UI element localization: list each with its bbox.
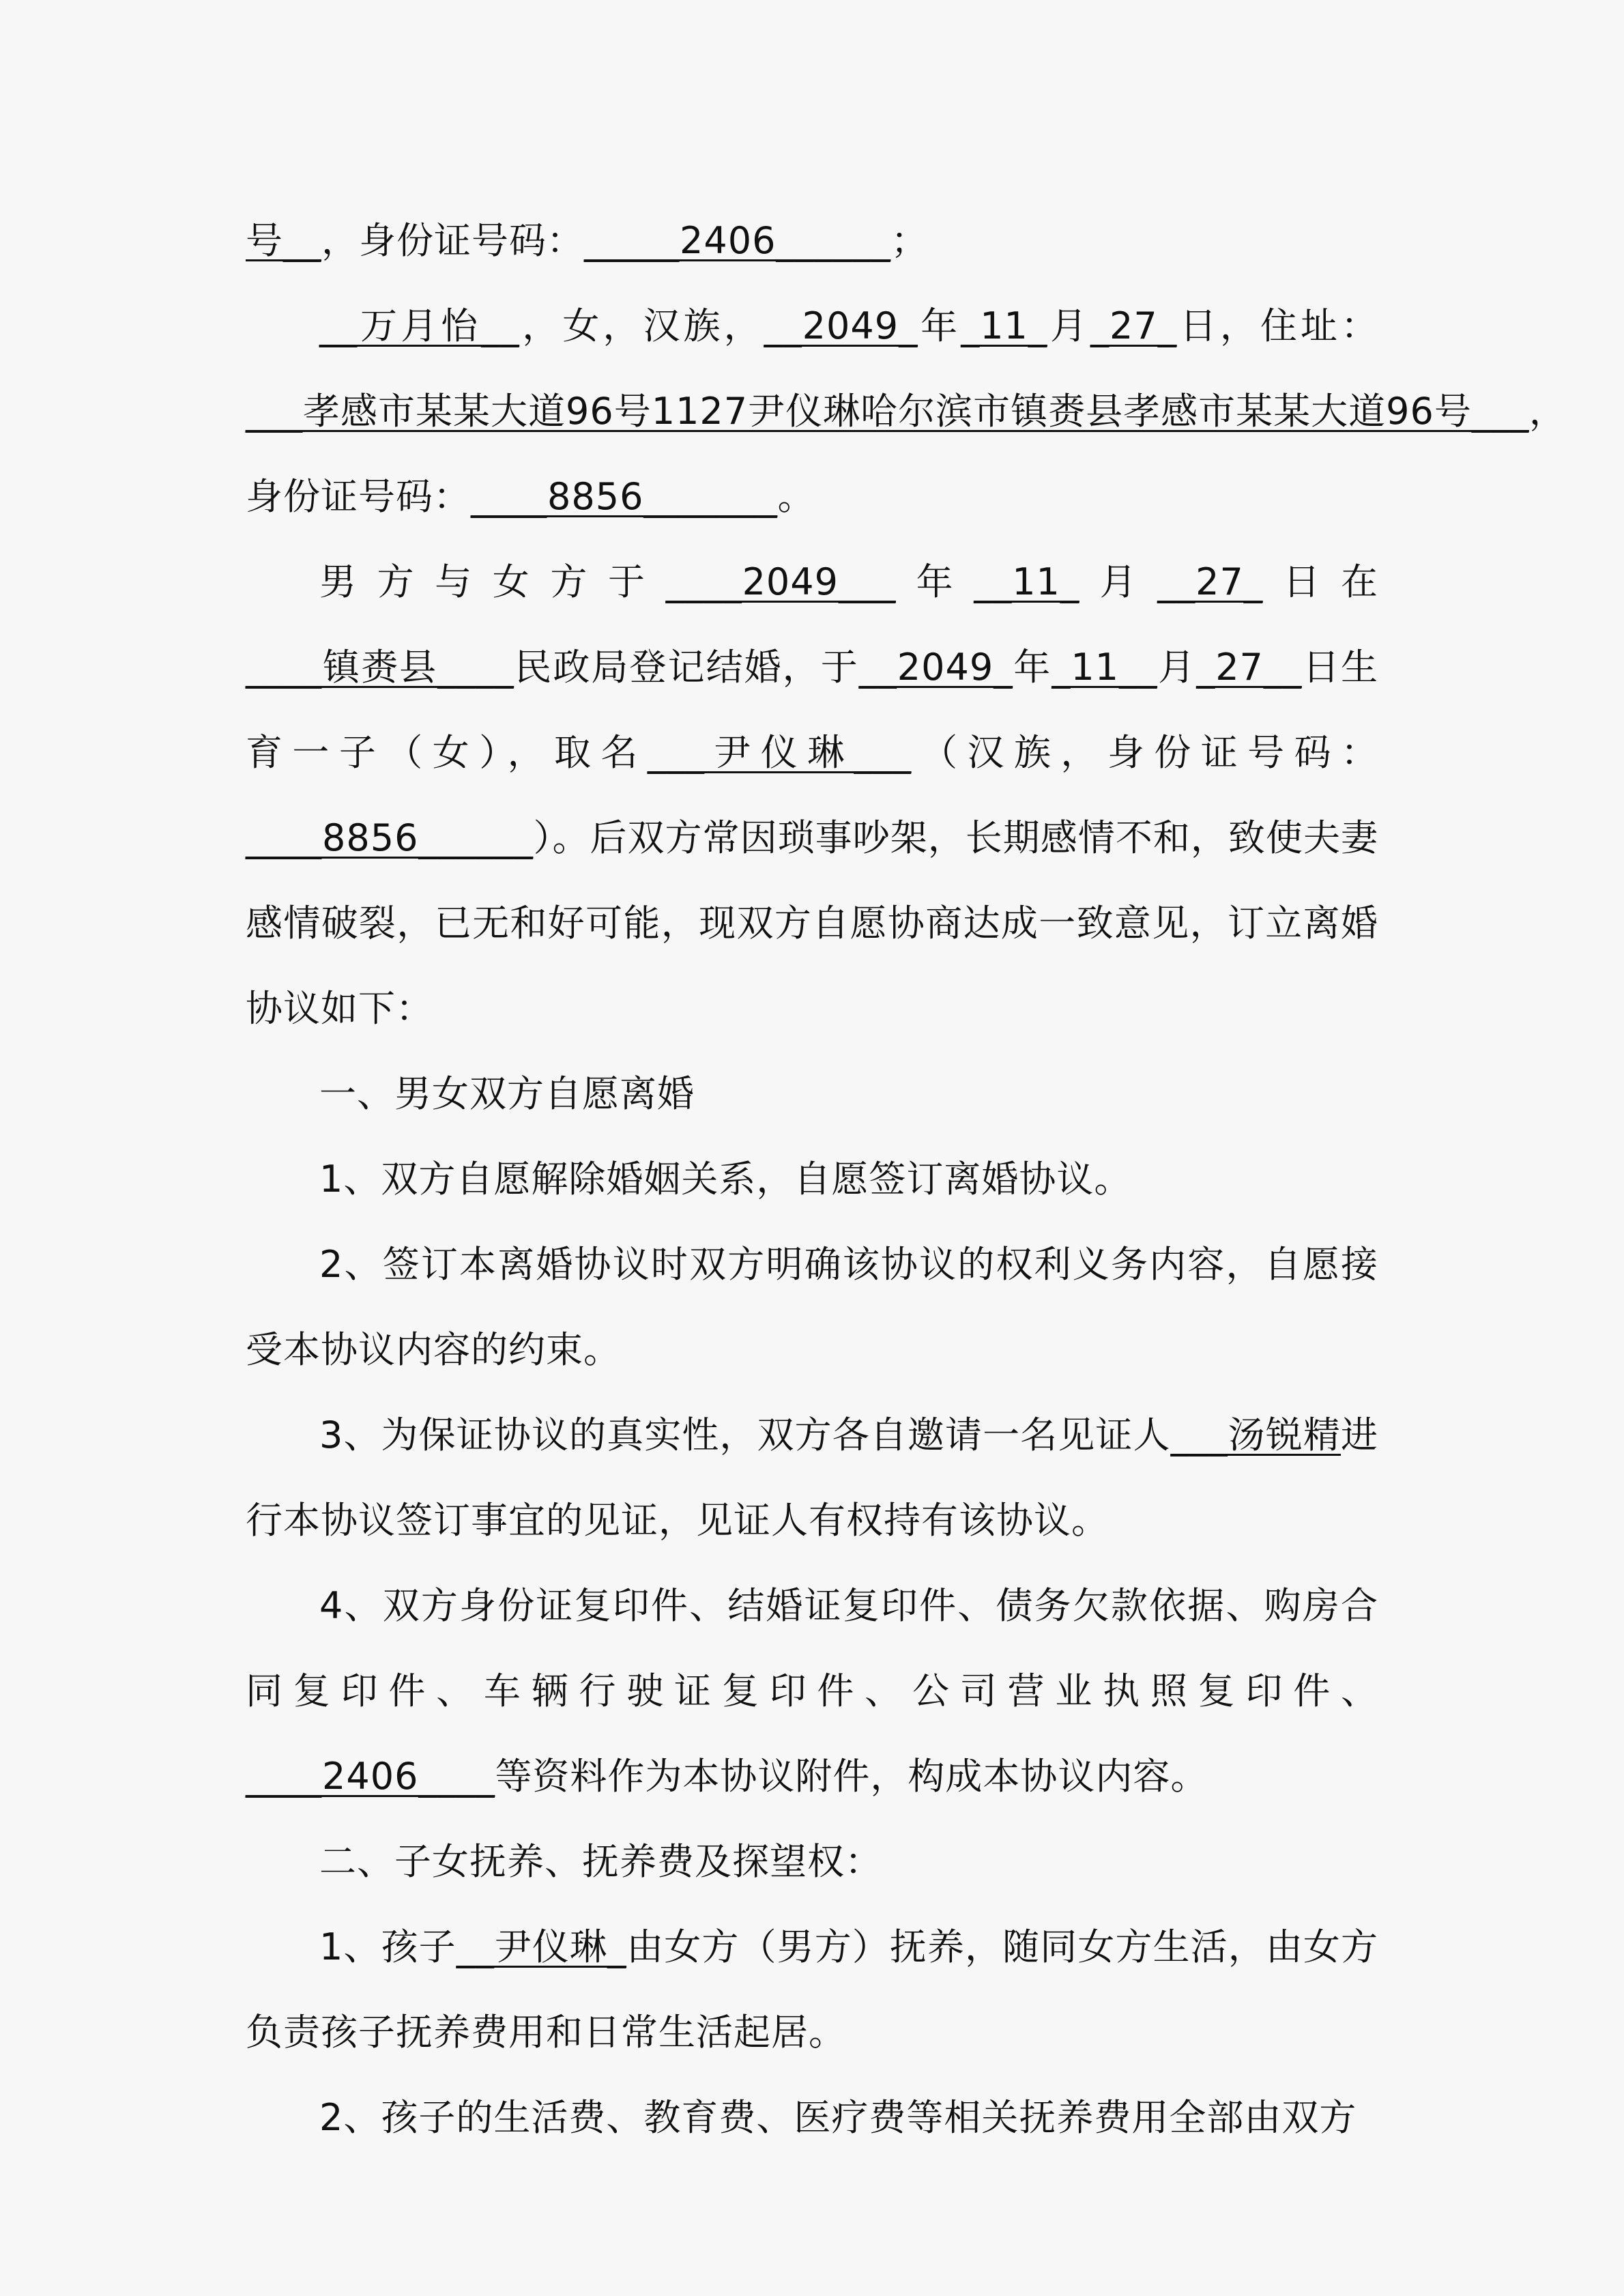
text-run: 日生育一子（女），取名 xyxy=(246,646,1379,774)
fill-in-field: __27_ xyxy=(1157,560,1263,603)
text-run: 年 xyxy=(918,304,961,347)
fill-in-field: __2049_ xyxy=(858,646,1013,689)
text-run: （汉族，身份证号码： xyxy=(911,731,1379,774)
text-run: 日，住址： xyxy=(1176,304,1379,347)
fill-in-field: _27__ xyxy=(1196,646,1302,689)
fill-in-field: ____2406____ xyxy=(246,1755,495,1798)
document-body xyxy=(246,198,1567,2160)
text-run: 等资料作为本协议附件，构成本协议内容。 xyxy=(495,1755,1208,1798)
fill-in-field: ___汤锐精 xyxy=(1170,1414,1342,1456)
text-run: 二、子女抚养、抚养费及探望权： xyxy=(319,1840,882,1883)
paragraph xyxy=(246,198,1378,283)
fill-in-field: __2049_ xyxy=(764,304,918,347)
fill-in-field: _27_ xyxy=(1090,304,1177,347)
text-run: ； xyxy=(890,219,929,262)
text-run: 月 xyxy=(1047,304,1091,347)
text-run: ）。后双方常因琐事吵架，长期感情不和，致使夫妻感情破裂，已无和好可能，现双方自愿协商达成一致意见，订立离婚协议如下： xyxy=(246,816,1378,1030)
paragraph xyxy=(246,1563,1378,1819)
paragraph xyxy=(246,1392,1378,1563)
text-run: 月 xyxy=(1079,560,1158,603)
text-run: ，身份证号码： xyxy=(246,390,1567,518)
fill-in-field: __尹仪琳_ xyxy=(456,1925,627,1968)
text-run: ，身份证号码： xyxy=(321,219,584,262)
text-run: 4、双方身份证复印件、结婚证复印件、债务欠款依据、购房合同复印件、车辆行驶证复印件、公司营业执照复印件、 xyxy=(246,1584,1378,1712)
fill-in-field: ____镇赉县____ xyxy=(246,646,514,689)
paragraph xyxy=(246,1904,1378,2075)
text-run: 月 xyxy=(1157,646,1197,689)
fill-in-field: __11_ xyxy=(974,560,1079,603)
fill-in-field: _____2406______ xyxy=(584,219,891,262)
text-run: 1、双方自愿解除婚姻关系，自愿签订离婚协议。 xyxy=(319,1158,1132,1201)
paragraph xyxy=(246,1819,1378,1904)
text-run: 男方与女方于 xyxy=(319,560,666,603)
fill-in-field: _11__ xyxy=(1052,646,1158,689)
text-run: 日在 xyxy=(1262,560,1378,603)
text-run: 一、男女双方自愿离婚 xyxy=(319,1072,695,1115)
paragraph xyxy=(246,1222,1378,1392)
paragraph xyxy=(246,1051,1378,1136)
fill-in-field: ____8856______ xyxy=(246,816,534,859)
fill-in-field: ____8856_______ xyxy=(471,475,778,518)
text-run: 进行本协议签订事宜的见证，见证人有权持有该协议。 xyxy=(246,1414,1379,1542)
text-run: 年 xyxy=(896,560,974,603)
fill-in-field: 号__ xyxy=(246,219,321,262)
text-run: ，女，汉族， xyxy=(519,304,764,347)
paragraph xyxy=(246,2075,1378,2160)
text-run: 2、签订本离婚协议时双方明确该协议的权利义务内容，自愿接受本协议内容的约束。 xyxy=(246,1243,1378,1371)
fill-in-field: ___孝感市某某大道96号1127尹仪琳哈尔滨市镇赉县孝感市某某大道96号___ xyxy=(246,390,1529,433)
text-run: 2、孩子的生活费、教育费、医疗费等相关抚养费用全部由双方 xyxy=(319,2096,1357,2139)
text-run: 3、为保证协议的真实性，双方各自邀请一名见证人 xyxy=(319,1414,1171,1456)
fill-in-field: _11_ xyxy=(961,304,1047,347)
text-run: 由女方（男方）抚养，随同女方生活，由女方负责孩子抚养费用和日常生活起居。 xyxy=(246,1925,1379,2054)
fill-in-field: __万月怡__ xyxy=(319,304,520,347)
paragraph xyxy=(246,539,1378,1051)
text-run: 民政局登记结婚，于 xyxy=(514,646,859,689)
fill-in-field: ___尹仪琳___ xyxy=(647,731,912,774)
paragraph xyxy=(246,283,1567,539)
text-run: 。 xyxy=(777,475,815,518)
text-run: 1、孩子 xyxy=(319,1925,456,1968)
text-run: 年 xyxy=(1013,646,1052,689)
paragraph xyxy=(246,1136,1378,1222)
fill-in-field: ____2049___ xyxy=(665,560,896,603)
